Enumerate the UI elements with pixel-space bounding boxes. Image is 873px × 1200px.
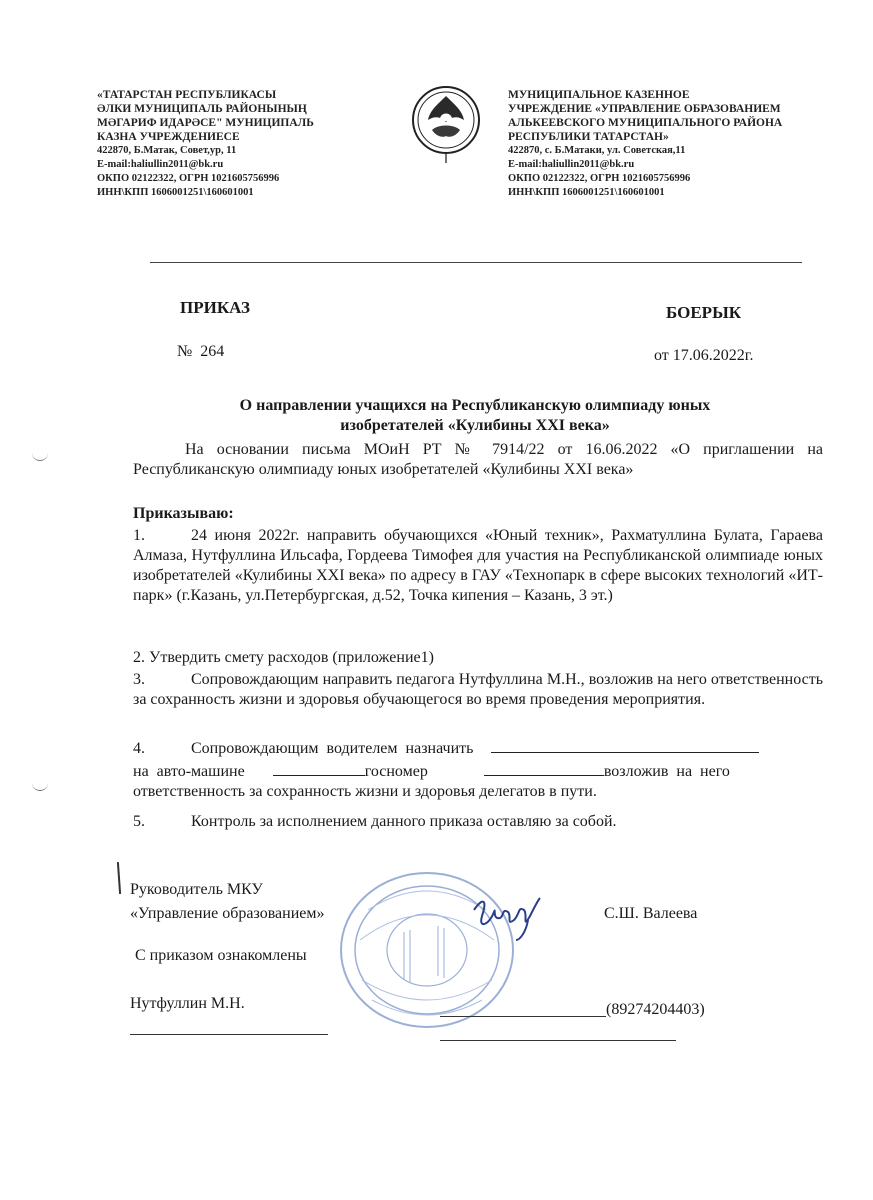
order-item-5-text: Контроль за исполнением данного приказа оставляю за собой. [191, 813, 617, 830]
margin-tick [117, 862, 121, 894]
order-item-4-text-c: госномер [364, 763, 428, 780]
header-left-line-2: ӘЛКИ МУНИЦИПАЛЬ РАЙОНЫНЫҢ [97, 103, 307, 115]
order-item-3-number: 3. [133, 671, 145, 688]
order-item-4-text-d: возложив на него [603, 763, 730, 780]
order-subject-line-2: изобретателей «Кулибины XXI века» [340, 417, 610, 434]
acquainted-phone: (89274204403) [606, 1001, 705, 1018]
order-item-4-number: 4. [133, 740, 145, 757]
driver-name-blank[interactable] [491, 736, 759, 753]
header-right-line-2: УЧРЕЖДЕНИЕ «УПРАВЛЕНИЕ ОБРАЗОВАНИЕМ [508, 103, 781, 115]
order-item-3 [133, 670, 823, 710]
tatarstan-emblem-icon [410, 84, 482, 164]
header-left-email: E-mail:haliullin2011@bk.ru [97, 159, 224, 170]
basis-text: На основании письма МОиН РТ № 7914/22 от 16.06.2022 «О приглашении на Республиканскую олимпиаду юных изобретателей «Кулибины XXI века» [133, 441, 823, 478]
header-right-line-4: РЕСПУБЛИКИ ТАТАРСТАН» [508, 131, 669, 143]
order-item-4-text-e: ответственность за сохранность жизни и здоровья делегатов в пути. [133, 783, 597, 800]
order-item-1-number: 1. [133, 527, 145, 544]
acquainted-signature-line-left[interactable] [130, 1034, 328, 1035]
vehicle-blank[interactable] [273, 759, 365, 776]
header-right-line-1: МУНИЦИПАЛЬНОЕ КАЗЕННОЕ [508, 89, 690, 101]
order-item-2-text: Утвердить смету расходов (приложение1) [149, 649, 434, 666]
order-title-ru: ПРИКАЗ [180, 298, 250, 317]
header-right-line-3: АЛЬКЕЕВСКОГО МУНИЦИПАЛЬНОГО РАЙОНА [508, 117, 783, 129]
header-right-email: E-mail:haliullin2011@bk.ru [508, 159, 635, 170]
signer-name: С.Ш. Валеева [604, 905, 698, 922]
header-right-inn: ИНН\КПП 1606001251\160601001 [508, 187, 665, 198]
order-word: Приказываю: [133, 505, 234, 522]
signer-position-line-1: Руководитель МКУ [130, 881, 263, 898]
order-item-4 [133, 736, 823, 802]
header-left-line-4: КАЗНА УЧРЕЖДЕНИЕСЕ [97, 131, 240, 143]
header-divider [150, 262, 802, 263]
order-title-tt: БОЕРЫК [666, 303, 742, 322]
header-left-line-3: МӘГАРИФ ИДАРӘСЕ" МУНИЦИПАЛЬ [97, 117, 314, 129]
order-item-1 [133, 526, 823, 606]
header-right-address: 422870, с. Б.Матаки, ул. Советская,11 [508, 145, 686, 156]
signer-position-line-2: «Управление образованием» [130, 905, 325, 922]
order-item-1-text: 24 июня 2022г. направить обучающихся «Юный техник», Рахматуллина Булата, Гараева Алмаза, Нутфуллина Ильсафа, Гордеева Тимофея для участия на Республиканской олимпиаде юных изобретателей «Кулибины XXI века» по адресу в ГАУ «Технопарк в сфере высоких технологий «ИТ-парк» (г.Казань, ул.Петербургская, д.52, Точка кипения – Казань, 3 эт.) [133, 527, 823, 604]
order-item-4-text-b: на авто-машине [133, 763, 245, 780]
signer-position [130, 878, 325, 926]
header-left-okpo: ОКПО 02122322, ОГРН 1021605756996 [97, 173, 280, 184]
basis-paragraph [133, 440, 823, 480]
order-date: от 17.06.2022г. [654, 347, 754, 364]
order-item-2 [133, 648, 823, 668]
order-item-3-text: Сопровождающим направить педагога Нутфуллина М.Н., возложив на него ответственность за сохранность жизни и здоровья обучающегося во время проведения мероприятия. [133, 671, 823, 708]
header-left-address: 422870, Б.Матак, Совет,ур, 11 [97, 145, 237, 156]
order-item-5-number: 5. [133, 813, 145, 830]
header-left [97, 88, 314, 200]
order-number: № 264 [177, 343, 225, 360]
scan-mark-2 [32, 780, 48, 791]
order-subject-line-1: О направлении учащихся на Республиканскую олимпиаду юных [239, 397, 711, 414]
order-subject [150, 396, 800, 436]
acquainted-label: С приказом ознакомлены [135, 947, 307, 964]
header-right-okpo: ОКПО 02122322, ОГРН 1021605756996 [508, 173, 691, 184]
acquainted-signature-line-mid[interactable] [440, 1016, 606, 1017]
order-item-5 [133, 812, 823, 832]
acquainted-person: Нутфуллин М.Н. [130, 995, 245, 1012]
order-item-2-number: 2. [133, 649, 145, 666]
header-left-inn: ИНН\КПП 1606001251\160601001 [97, 187, 254, 198]
order-item-4-text-a: Сопровождающим водителем назначить [191, 740, 474, 757]
scan-mark-1 [32, 450, 48, 461]
handwritten-signature-icon [468, 890, 544, 946]
acquainted-signature-line-right[interactable] [440, 1040, 676, 1041]
header-right [508, 88, 782, 200]
header-left-line-1: «ТАТАРСТАН РЕСПУБЛИКАСЫ [97, 89, 277, 101]
plate-number-blank[interactable] [484, 759, 604, 776]
